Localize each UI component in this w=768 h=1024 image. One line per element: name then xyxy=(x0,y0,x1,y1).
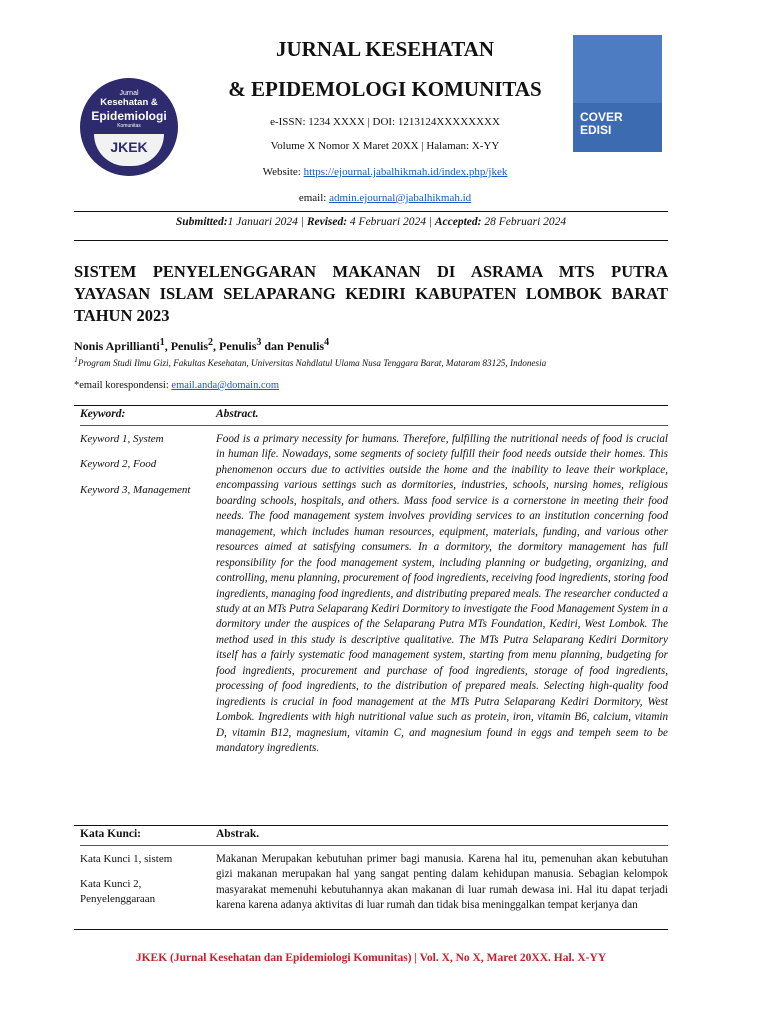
affiliation-sup: 1 xyxy=(74,355,78,364)
kata-kunci-item: Kata Kunci 1, sistem xyxy=(80,853,173,865)
journal-email-label: email: xyxy=(298,192,330,204)
author-2: Penulis xyxy=(170,339,209,353)
website-line xyxy=(180,166,590,178)
author-separator: , xyxy=(164,339,171,353)
accepted-date: 28 Februari 2024 xyxy=(481,216,567,228)
divider-top xyxy=(74,211,668,212)
cover-image xyxy=(573,35,662,152)
divider-abstrak-bottom xyxy=(74,929,668,930)
logo-line-1: Jurnal xyxy=(119,90,139,97)
logo-line-3: Epidemiologi xyxy=(91,109,167,123)
keyword-item: Keyword 3, Management xyxy=(80,484,191,496)
author-separator: , xyxy=(213,339,220,353)
kata-kunci-heading: Kata Kunci: xyxy=(80,828,142,840)
separator: | xyxy=(425,216,435,228)
keyword-item: Keyword 2, Food xyxy=(80,458,157,470)
logo-line-4: Komunitas xyxy=(117,123,141,129)
cover-text xyxy=(580,111,623,137)
issn-doi: e-ISSN: 1234 XXXX | DOI: 1213124XXXXXXXX xyxy=(270,116,500,128)
accepted-label: Accepted: xyxy=(434,216,482,228)
abstract-heading: Abstract. xyxy=(216,408,259,420)
author-list xyxy=(74,337,329,354)
journal-logo xyxy=(80,78,178,176)
volume-info: Volume X Nomor X Maret 20XX | Halaman: X-YY xyxy=(270,140,500,152)
submission-dates xyxy=(74,216,668,228)
divider-abstract-heading xyxy=(80,425,668,426)
affiliation xyxy=(74,355,680,368)
revised-label: Revised: xyxy=(306,216,348,228)
divider-abstract-top xyxy=(74,405,668,406)
divider-abstrak-heading xyxy=(80,845,668,846)
cover-line-1: COVER xyxy=(580,110,623,124)
correspondence-email xyxy=(74,380,279,391)
author-4: Penulis xyxy=(286,339,325,353)
journal-title-line-2: & EPIDEMOLOGI KOMUNITAS xyxy=(228,77,542,101)
website-link[interactable]: https://ejournal.jabalhikmah.id/index.php/jkek xyxy=(303,166,508,178)
keyword-item: Keyword 1, System xyxy=(80,433,164,445)
author-4-sup: 4 xyxy=(324,337,330,348)
correspondence-email-link[interactable]: email.anda@domain.com xyxy=(171,380,280,391)
abstrak-text: Makanan Merupakan kebutuhan primer bagi manusia. Karena hal itu, pemenuhan akan kebutuhan gizi makanan merupakan hal yang sangat penting dalam kehidupan manusia. Sebagian kelompok masyarakat memenuhi kebutuhannya akan makanan di luar rumah dewasa ini. Hal itu dapat terjadi karena karena adanya aktivitas di luar rumah dan tidak bisa meninggalkan tempat kerjanya dan xyxy=(216,853,668,911)
separator: | xyxy=(297,216,307,228)
kata-kunci-item: Kata Kunci 2, Penyelenggaraan xyxy=(80,878,156,905)
author-1: Nonis Aprillianti xyxy=(74,339,160,353)
journal-title-line-1: JURNAL KESEHATAN xyxy=(275,37,494,61)
page-footer: JKEK (Jurnal Kesehatan dan Epidemiologi Komunitas) | Vol. X, No X, Maret 20XX. Hal. X-YY xyxy=(135,952,607,964)
abstract-text: Food is a primary necessity for humans. Therefore, fulfilling the nutritional needs of food is crucial in human life. Nowadays, some segments of society fulfill their food needs outside their homes. This phenomenon occurs due to activities outside the home and the inability to leave their workplace, encompassing various settings such as dormitories, industries, schools, nursing homes, religious boarding schools, hospitals, and others. Mass food service is a cornerstone in meeting their food needs. The food management system involves providing services to an institution concerning food management, which includes human resources, equipment, materials, funding, and various other resources aimed at satisfying consumers. In a dormitory, the dormitory management has full responsibility for the food management system, including planning or budgeting, organizing, and controlling, menu planning, procurement of food ingredients, receiving food ingredients, storing food ingredients, managing food ingredients, and distributing prepared meals. The researcher conducted a study at an MTs Putra Selaparang Kediri Dormitory to investigate the Food Management System in a dormitory under the auspices of the Selaparang Putra MTs Foundation, Kediri, West Lombok. The method used in this study is descriptive qualitative. The MTs Putra Selaparang Kediri Dormitory itself has a fairly systematic food management system, starting from menu planning, budgeting for food ingredients, procurement and purchase of food ingredients, storage of food ingredients, processing of food ingredients, to the distribution of prepared meals. Selecting high-quality food ingredients is crucial in food management at the MTs Putra Selaparang Kediri Dormitory, West Lombok. Ingredients with high nutritional value such as protein, iron, vitamin B6, calcium, vitamin D, vitamin B12, magnesium, vitamin C, and magnesium found in eggs and tempeh seem to be mandatory ingredients. xyxy=(216,433,668,755)
author-2-sup: 2 xyxy=(208,337,214,348)
author-conjunction: dan xyxy=(261,339,287,353)
abstrak-heading: Abstrak. xyxy=(216,828,260,840)
logo-badge xyxy=(94,134,164,166)
article-title: SISTEM PENYELENGGARAN MAKANAN DI ASRAMA MTS PUTRA YAYASAN ISLAM SELAPARANG KEDIRI KABUPATEN LOMBOK BARAT TAHUN 2023 xyxy=(74,262,668,325)
submitted-label: Submitted: xyxy=(175,216,228,228)
divider-dates xyxy=(74,240,668,241)
submitted-date: 1 Januari 2024 xyxy=(227,216,298,228)
keyword-heading: Keyword: xyxy=(80,408,126,420)
author-3-sup: 3 xyxy=(256,337,262,348)
author-3: Penulis xyxy=(219,339,257,353)
journal-email-link[interactable]: admin.ejournal@jabalhikmah.id xyxy=(329,192,472,204)
logo-line-2: Kesehatan & xyxy=(100,97,158,108)
revised-date: 4 Februari 2024 xyxy=(347,216,426,228)
cover-line-2: EDISI xyxy=(580,123,612,137)
cover-top-panel xyxy=(573,35,662,103)
website-label: Website: xyxy=(262,166,304,178)
affiliation-text: Program Studi Ilmu Gizi, Fakultas Kesehatan, Universitas Nahdlatul Ulama Nusa Tenggara Barat, Mataram 83125, Indonesia xyxy=(77,358,547,369)
logo-badge-text: JKEK xyxy=(110,139,148,155)
correspondence-label: *email korespondensi: xyxy=(74,380,172,391)
journal-email-line xyxy=(180,192,590,204)
divider-abstrak-top xyxy=(74,825,668,826)
author-1-sup: 1 xyxy=(159,337,165,348)
